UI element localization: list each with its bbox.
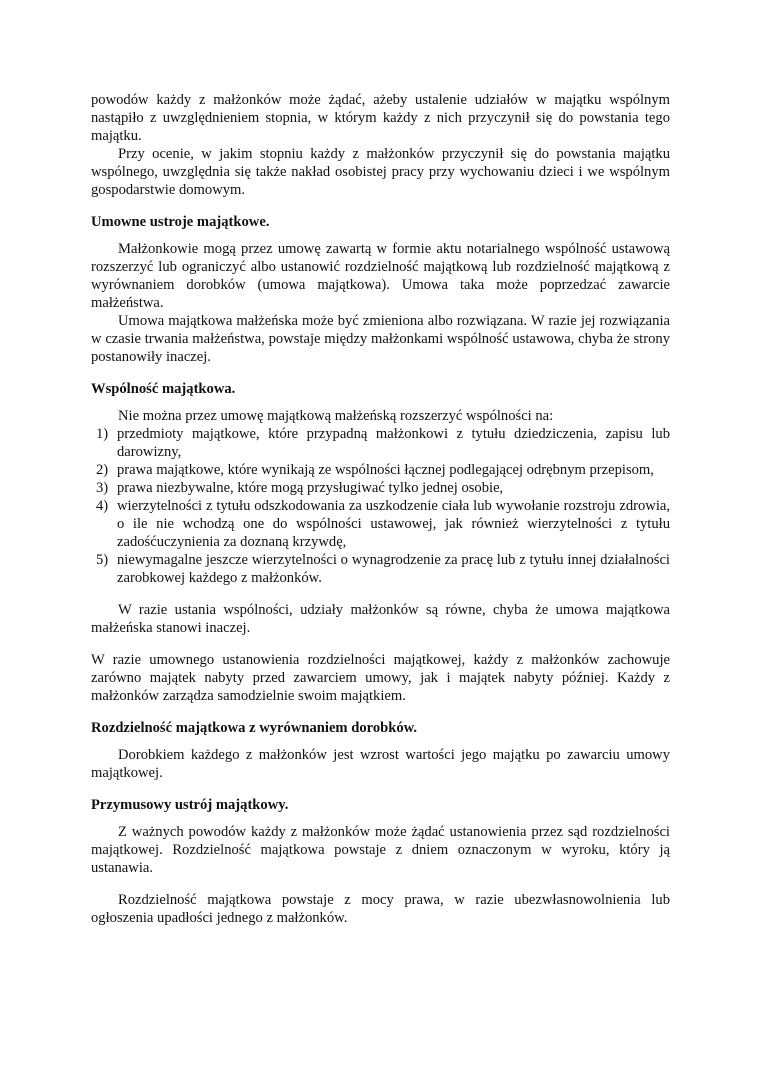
paragraph-wazne-powody: Z ważnych powodów każdy z małżonków może żądać ustanowienia przez sąd rozdzielności majątkowej. Rozdzielność majątkowa powstaje z dniem oznaczonym w wyroku, który ją ustanawia. <box>91 824 670 876</box>
paragraph-wspolnosc-intro: Nie można przez umowę majątkową małżeńską rozszerzyć wspólności na: <box>118 408 554 424</box>
list-item: 5) niewymagalne jeszcze wierzytelności o wynagrodzenie za pracę lub z tytułu innej działalności zarobkowej każdego z małżonków. <box>96 552 670 586</box>
paragraph-umowa-zmiana: Umowa majątkowa małżeńska może być zmieniona albo rozwiązana. W razie jej rozwiązania w czasie trwania małżeństwa, powstaje między małżonkami wspólność ustawowa, chyba że strony postanowiły inaczej. <box>91 313 670 365</box>
heading-wspolnosc: Wspólność majątkowa. <box>91 381 236 397</box>
paragraph-z-mocy-prawa: Rozdzielność majątkowa powstaje z mocy prawa, w razie ubezwłasnowolnienia lub ogłoszenia upadłości jednego z małżonków. <box>91 892 670 926</box>
exclusions-list <box>91 425 670 587</box>
list-item: 1) przedmioty majątkowe, które przypadną małżonkowi z tytułu dziedziczenia, zapisu lub darowizny, <box>96 426 670 460</box>
paragraph-dorobek: Dorobkiem każdego z małżonków jest wzrost wartości jego majątku po zawarciu umowy majątkowej. <box>91 747 670 781</box>
paragraph-continuation: powodów każdy z małżonków może żądać, ażeby ustalenie udziałów w majątku wspólnym nastąpiło z uwzględnieniem stopnia, w którym każdy z nich przyczynił się do powstania tego majątku. <box>91 92 670 144</box>
heading-umowne-ustroje: Umowne ustroje majątkowe. <box>91 214 270 230</box>
paragraph-ustanie-wspolnosci: W razie ustania wspólności, udziały małżonków są równe, chyba że umowa majątkowa małżeńska stanowi inaczej. <box>91 602 670 636</box>
paragraph-umowa-majatkowa: Małżonkowie mogą przez umowę zawartą w formie aktu notarialnego wspólność ustawową rozszerzyć lub ograniczyć albo ustanowić rozdzielność majątkową lub rozdzielność majątkową z wyrównaniem dorobków (umowa majątkowa). Umowa taka może poprzedzać zawarcie małżeństwa. <box>91 241 670 311</box>
list-item: 4) wierzytelności z tytułu odszkodowania za uszkodzenie ciała lub wywołanie rozstroju zdrowia, o ile nie wchodzą one do wspólności ustawowej, jak również wierzytelności z tytułu zadośćuczynienia za doznaną krzywdę, <box>96 498 670 550</box>
paragraph-umowne-rozdzielnosc: W razie umownego ustanowienia rozdzielności majątkowej, każdy z małżonków zachowuje zarówno majątek nabyty przed zawarciem umowy, jak i majątek nabyty później. Każdy z małżonków zarządza samodzielnie swoim majątkiem. <box>91 652 670 704</box>
list-item: 3) prawa niezbywalne, które mogą przysługiwać tylko jednej osobie, <box>96 480 504 496</box>
heading-przymusowy-ustroj: Przymusowy ustrój majątkowy. <box>91 797 289 813</box>
paragraph-ocena: Przy ocenie, w jakim stopniu każdy z małżonków przyczynił się do powstania majątku wspólnego, uwzględnia się także nakład osobistej pracy przy wychowaniu dzieci i we wspólnym gospodarstwie domowym. <box>91 146 670 198</box>
list-item: 2) prawa majątkowe, które wynikają ze wspólności łącznej podlegającej odrębnym przepisom, <box>96 462 654 478</box>
heading-rozdzielnosc-dorobkow: Rozdzielność majątkowa z wyrównaniem dorobków. <box>91 720 418 736</box>
